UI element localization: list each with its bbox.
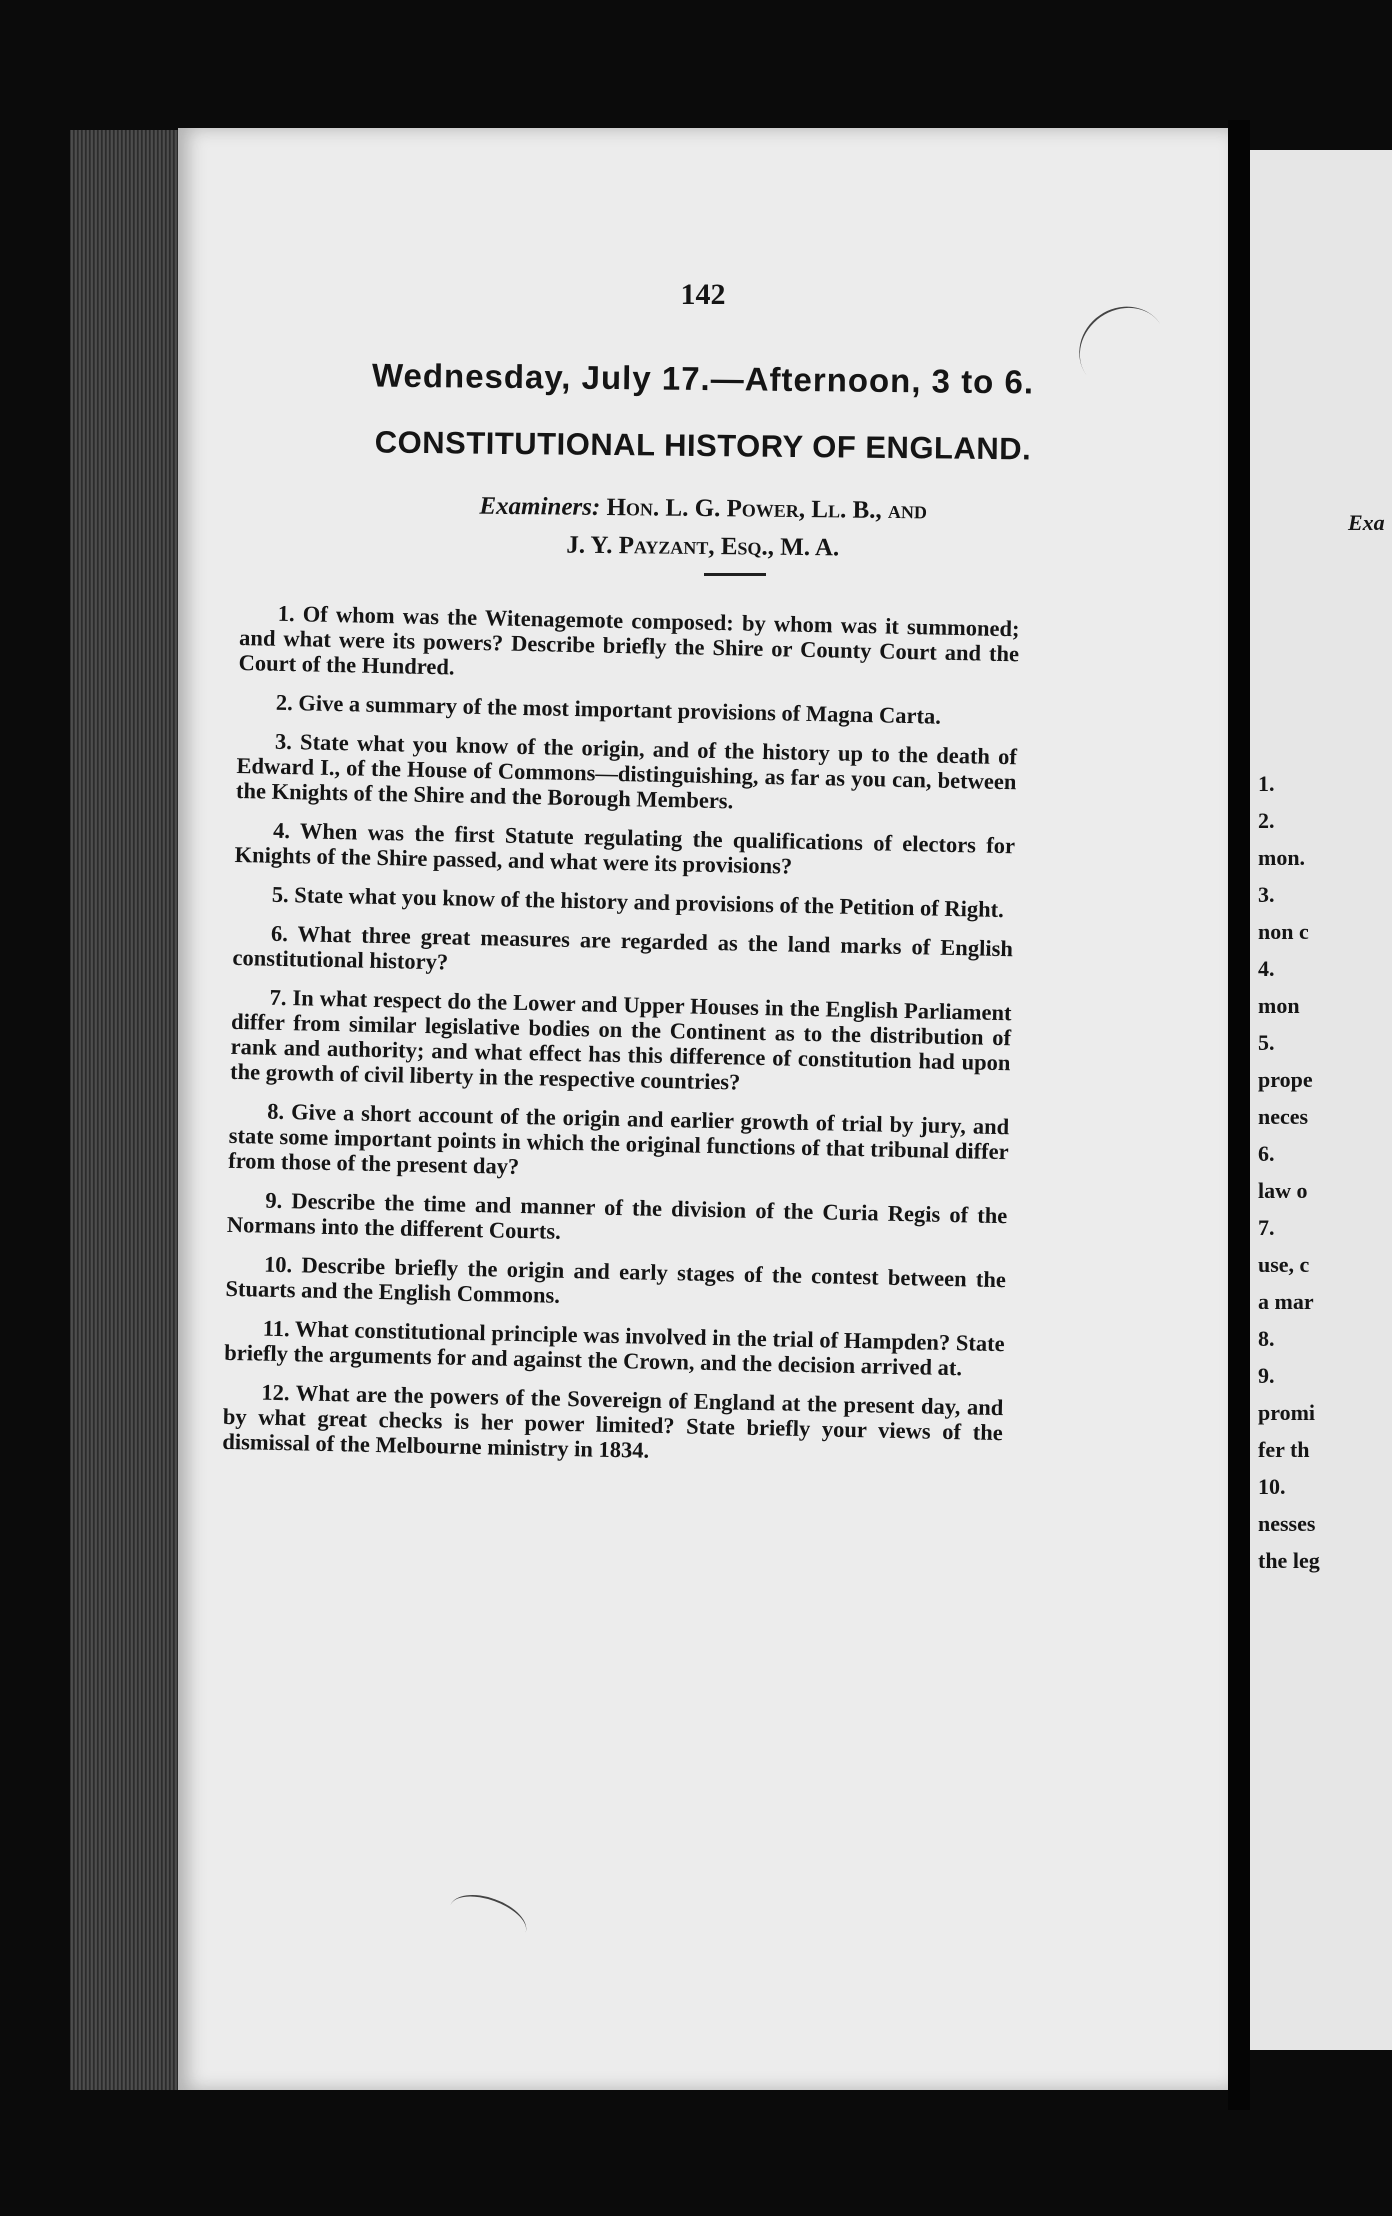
question-2: 2. Give a summary of the most important provisions of Magna Carta. [275,689,942,729]
exam-page [178,128,1228,2090]
question-4: 4. When was the first Statute regulating the qualifications of electors for Knights of the Shire passed, and what were its provisions? [234,817,1016,879]
facing-line: 1. [1258,771,1275,796]
question-11: 11. What constitutional principle was involved in the trial of Hampden? State briefly the arguments for and against the Crown, and the decision arrived at. [223,1315,1005,1381]
question-9: 9. Describe the time and manner of the division of the Curia Regis of the Normans into the different Courts. [226,1187,1008,1244]
facing-line: mon. [1258,845,1306,870]
facing-line: prope [1258,1067,1313,1092]
facing-line: neces [1258,1104,1309,1129]
question-8: 8. Give a short account of the origin and earlier growth of trial by jury, and state some important points in which the original functions of that tribunal differ from those of the present day? [228,1098,1010,1179]
facing-line: 5. [1258,1030,1275,1055]
exam-date-heading: Wednesday, July 17.—Afternoon, 3 to 6. [371,356,1035,401]
facing-line: 9. [1258,1363,1275,1388]
facing-line: law o [1258,1178,1308,1203]
facing-line: mon [1258,993,1300,1018]
examiners-names-2: J. Y. Payzant, Esq., M. A. [566,531,840,562]
facing-line: use, c [1258,1252,1310,1277]
facing-line: nesses [1258,1511,1316,1536]
facing-line: 2. [1258,808,1275,833]
facing-line: a mar [1258,1289,1314,1314]
facing-line: 8. [1258,1326,1275,1351]
examiners-names-1: Hon. L. G. Power, Ll. B., and [606,493,928,525]
facing-line: non c [1258,919,1309,944]
book-gutter [1228,120,1250,2110]
facing-page-lines [1258,765,1392,1579]
subject-heading: CONSTITUTIONAL HISTORY OF ENGLAND. [374,424,1032,467]
question-6: 6. What three great measures are regarded as the land marks of English constitutional history? [232,920,1014,975]
question-1: 1. Of whom was the Witenagemote composed: by whom was it summoned; and what were its powers? Describe briefly the Shire or County Court and the Court of the Hundred. [238,600,1020,680]
facing-line: 10. [1258,1474,1286,1499]
book-page-edges [70,130,180,2090]
examiners-block [178,485,1229,572]
question-list [222,600,1020,1484]
facing-line: 7. [1258,1215,1275,1240]
pen-mark [443,1886,533,1953]
question-5: 5. State what you know of the history and provisions of the Petition of Right. [271,881,1005,923]
facing-line: 3. [1258,882,1275,907]
facing-line: 4. [1258,956,1275,981]
facing-line: the leg [1258,1548,1320,1573]
facing-line: promi [1258,1400,1316,1425]
examiners-label: Examiners: [479,492,601,521]
question-12: 12. What are the powers of the Sovereign of England at the present day, and by what great checks is her power limited? State briefly your views of the dismissal of the Melbourne ministry in 1834. [222,1379,1004,1463]
facing-page-fragment [1250,150,1392,2050]
divider-rule [704,573,766,576]
facing-line: fer th [1258,1437,1310,1462]
facing-examiners-fragment: Exa [1348,510,1385,535]
question-3: 3. State what you know of the origin, and of the history up to the death of Edward I., of the House of Commons—distinguishing, as far as you can, between the Knights of the Shire and the Borough Members. [235,728,1018,814]
question-10: 10. Describe briefly the origin and early stages of the contest between the Stuarts and the English Commons. [225,1251,1007,1308]
page-number: 142 [680,278,726,311]
question-7: 7. In what respect do the Lower and Upper Houses in the English Parliament differ from similar legislative bodies on the Continent as to the distribution of rank and authority; and what effect has this difference of constitution had upon the growth of civil liberty in the respective countries? [229,984,1012,1095]
facing-line: 6. [1258,1141,1275,1166]
